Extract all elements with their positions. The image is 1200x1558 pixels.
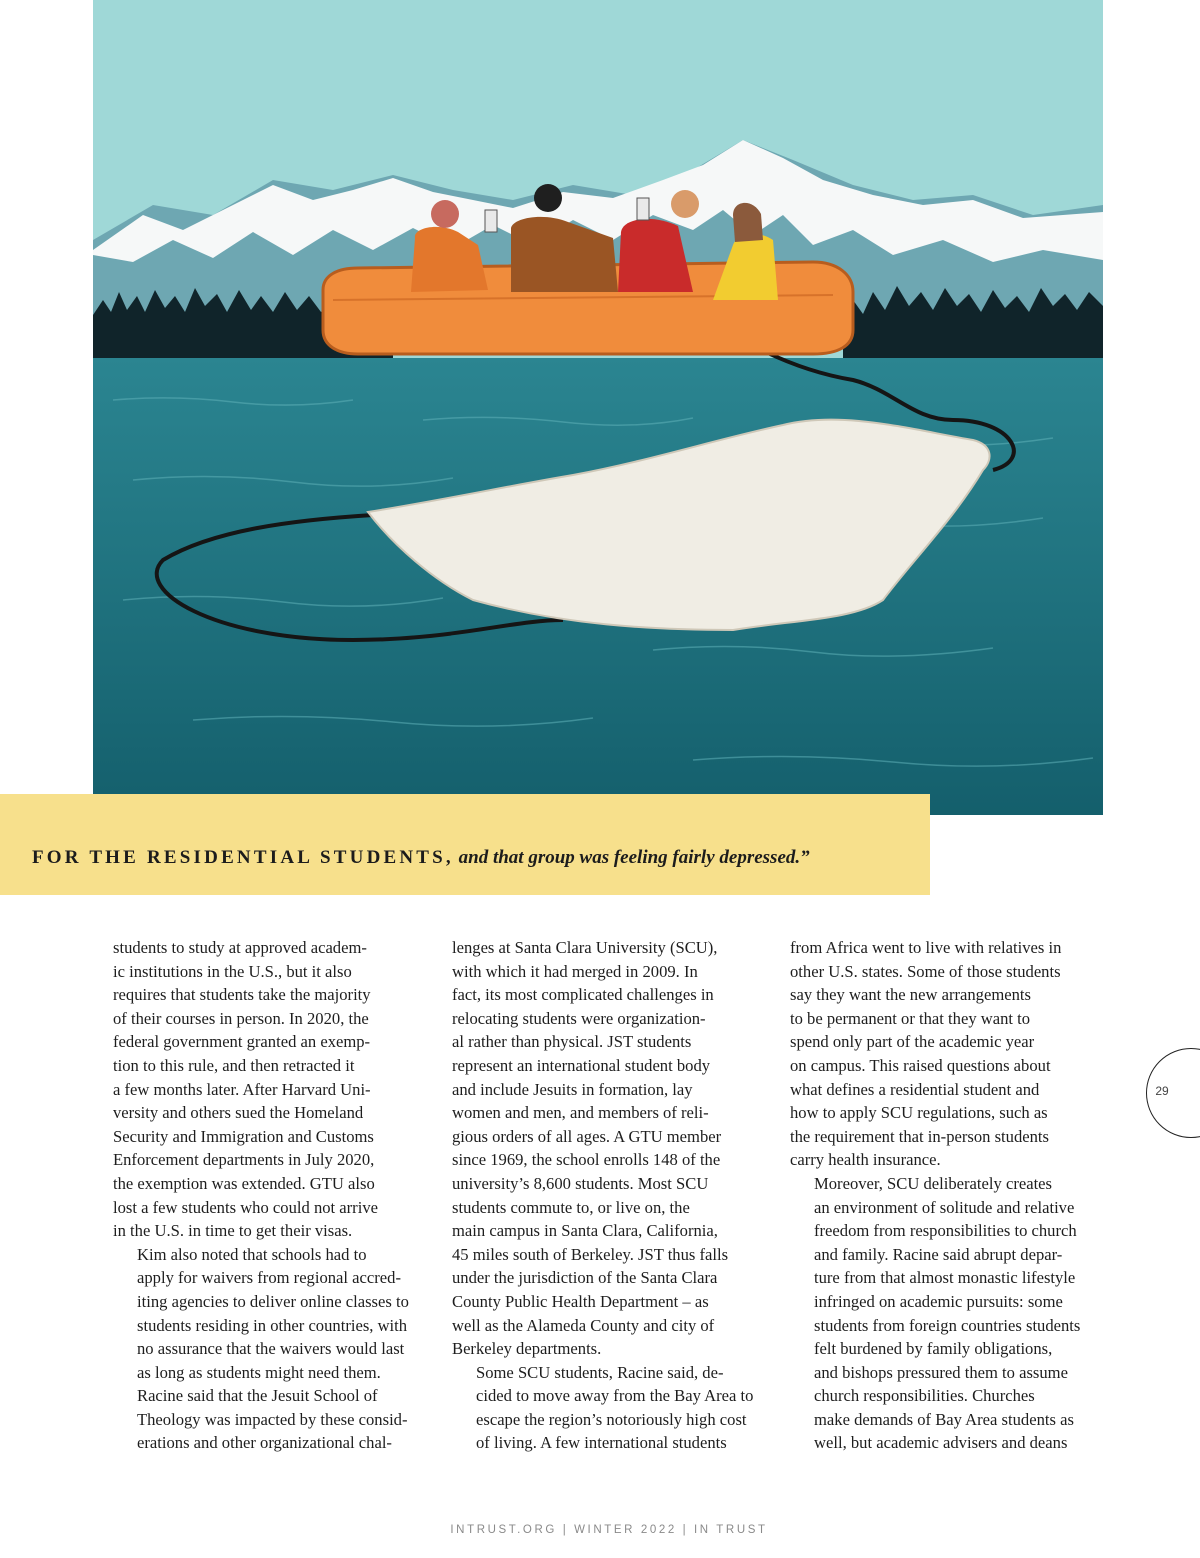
text-line: with which it had merged in 2009. In bbox=[452, 961, 698, 981]
text-line: Moreover, SCU deliberately creates bbox=[814, 1173, 1053, 1193]
text-line: and bishops pressured them to assume bbox=[814, 1362, 1068, 1382]
text-line: Enforcement departments in July 2020, bbox=[113, 1150, 375, 1170]
text-line: 45 miles south of Berkeley. JST thus falls bbox=[452, 1244, 729, 1264]
text-line: other U.S. states. Some of those students bbox=[790, 961, 1061, 981]
text-line: an environment of solitude and relative bbox=[814, 1197, 1075, 1217]
text-line: under the jurisdiction of the Santa Clara bbox=[452, 1268, 718, 1288]
page-footer: INTRUST.ORG | WINTER 2022 | IN TRUST bbox=[450, 1524, 768, 1536]
text-line: requires that students take the majority bbox=[113, 985, 371, 1005]
text-line: freedom from responsibilities to church bbox=[814, 1221, 1077, 1241]
text-line: how to apply SCU regulations, such as bbox=[790, 1103, 1048, 1123]
body-column-1 bbox=[113, 936, 433, 1455]
text-line: church responsibilities. Churches bbox=[814, 1386, 1035, 1406]
text-line: Kim also noted that schools had to bbox=[137, 1244, 367, 1264]
text-line: Security and Immigration and Customs bbox=[113, 1126, 374, 1146]
text-line: what defines a residential student and bbox=[790, 1079, 1040, 1099]
text-line: students from foreign countries students bbox=[814, 1315, 1081, 1335]
paragraph bbox=[790, 936, 1110, 1172]
text-line: a few months later. After Harvard Uni- bbox=[113, 1079, 371, 1099]
raft-on-lake-illustration bbox=[93, 0, 1103, 815]
text-line: on campus. This raised questions about bbox=[790, 1055, 1051, 1075]
paragraph bbox=[113, 1243, 433, 1385]
text-line: erations and other organizational chal- bbox=[137, 1433, 392, 1453]
text-line: infringed on academic pursuits: some bbox=[814, 1291, 1063, 1311]
text-line: of their courses in person. In 2020, the bbox=[113, 1008, 369, 1028]
pull-quote-italic: and that group was feeling fairly depressed.” bbox=[453, 847, 810, 868]
text-line: and family. Racine said abrupt depar- bbox=[814, 1244, 1063, 1264]
text-line: as long as students might need them. bbox=[137, 1362, 381, 1382]
text-line: apply for waivers from regional accred- bbox=[137, 1268, 401, 1288]
text-line: Theology was impacted by these consid- bbox=[137, 1409, 408, 1429]
pull-quote bbox=[32, 847, 932, 869]
text-line: County Public Health Department – as bbox=[452, 1291, 709, 1311]
text-line: cided to move away from the Bay Area to bbox=[476, 1386, 754, 1406]
text-line: carry health insurance. bbox=[790, 1150, 941, 1170]
text-line: ic institutions in the U.S., but it also bbox=[113, 961, 352, 981]
text-line: in the U.S. in time to get their visas. bbox=[113, 1221, 353, 1241]
pull-quote-caps: FOR THE RESIDENTIAL STUDENTS, bbox=[32, 847, 454, 868]
text-line: no assurance that the waivers would last bbox=[137, 1339, 405, 1359]
text-line: Some SCU students, Racine said, de- bbox=[476, 1362, 724, 1382]
text-line: make demands of Bay Area students as bbox=[814, 1409, 1074, 1429]
text-line: fact, its most complicated challenges in bbox=[452, 985, 714, 1005]
paragraph bbox=[113, 936, 433, 1243]
text-line: al rather than physical. JST students bbox=[452, 1032, 692, 1052]
text-line: the exemption was extended. GTU also bbox=[113, 1173, 375, 1193]
text-line: versity and others sued the Homeland bbox=[113, 1103, 364, 1123]
text-line: well as the Alameda County and city of bbox=[452, 1315, 715, 1335]
hero-illustration bbox=[93, 0, 1103, 815]
paragraph bbox=[452, 1361, 772, 1455]
text-line: students to study at approved academ- bbox=[113, 938, 367, 957]
page-number: 29 bbox=[1155, 1084, 1169, 1098]
text-line: and include Jesuits in formation, lay bbox=[452, 1079, 693, 1099]
body-column-3 bbox=[790, 936, 1110, 1455]
text-line: Racine said that the Jesuit School of bbox=[137, 1386, 378, 1406]
text-line: iting agencies to deliver online classes to bbox=[137, 1291, 409, 1311]
text-line: gious orders of all ages. A GTU member bbox=[452, 1126, 722, 1146]
text-line: students residing in other countries, with bbox=[137, 1315, 408, 1335]
text-line: women and men, and members of reli- bbox=[452, 1103, 709, 1123]
body-column-2 bbox=[452, 936, 772, 1455]
pull-quote-band bbox=[0, 794, 930, 895]
text-line: well, but academic advisers and deans bbox=[814, 1433, 1068, 1453]
text-line: felt burdened by family obligations, bbox=[814, 1339, 1053, 1359]
paragraph bbox=[790, 1172, 1110, 1455]
text-line: to be permanent or that they want to bbox=[790, 1008, 1031, 1028]
text-line: from Africa went to live with relatives in bbox=[790, 938, 1062, 957]
text-line: lenges at Santa Clara University (SCU), bbox=[452, 938, 718, 957]
text-line: of living. A few international students bbox=[476, 1433, 727, 1453]
text-line: Berkeley departments. bbox=[452, 1339, 602, 1359]
text-line: the requirement that in-person students bbox=[790, 1126, 1049, 1146]
paragraph bbox=[113, 1384, 433, 1455]
text-line: ture from that almost monastic lifestyle bbox=[814, 1268, 1076, 1288]
text-line: lost a few students who could not arrive bbox=[113, 1197, 378, 1217]
text-line: university’s 8,600 students. Most SCU bbox=[452, 1173, 709, 1193]
text-line: say they want the new arrangements bbox=[790, 985, 1031, 1005]
text-line: since 1969, the school enrolls 148 of the bbox=[452, 1150, 721, 1170]
text-line: federal government granted an exemp- bbox=[113, 1032, 371, 1052]
text-line: students commute to, or live on, the bbox=[452, 1197, 690, 1217]
text-line: main campus in Santa Clara, California, bbox=[452, 1221, 718, 1241]
text-line: tion to this rule, and then retracted it bbox=[113, 1055, 355, 1075]
text-line: represent an international student body bbox=[452, 1055, 711, 1075]
text-line: escape the region’s notoriously high cost bbox=[476, 1409, 747, 1429]
text-line: relocating students were organization- bbox=[452, 1008, 706, 1028]
paragraph bbox=[452, 936, 772, 1361]
text-line: spend only part of the academic year bbox=[790, 1032, 1035, 1052]
